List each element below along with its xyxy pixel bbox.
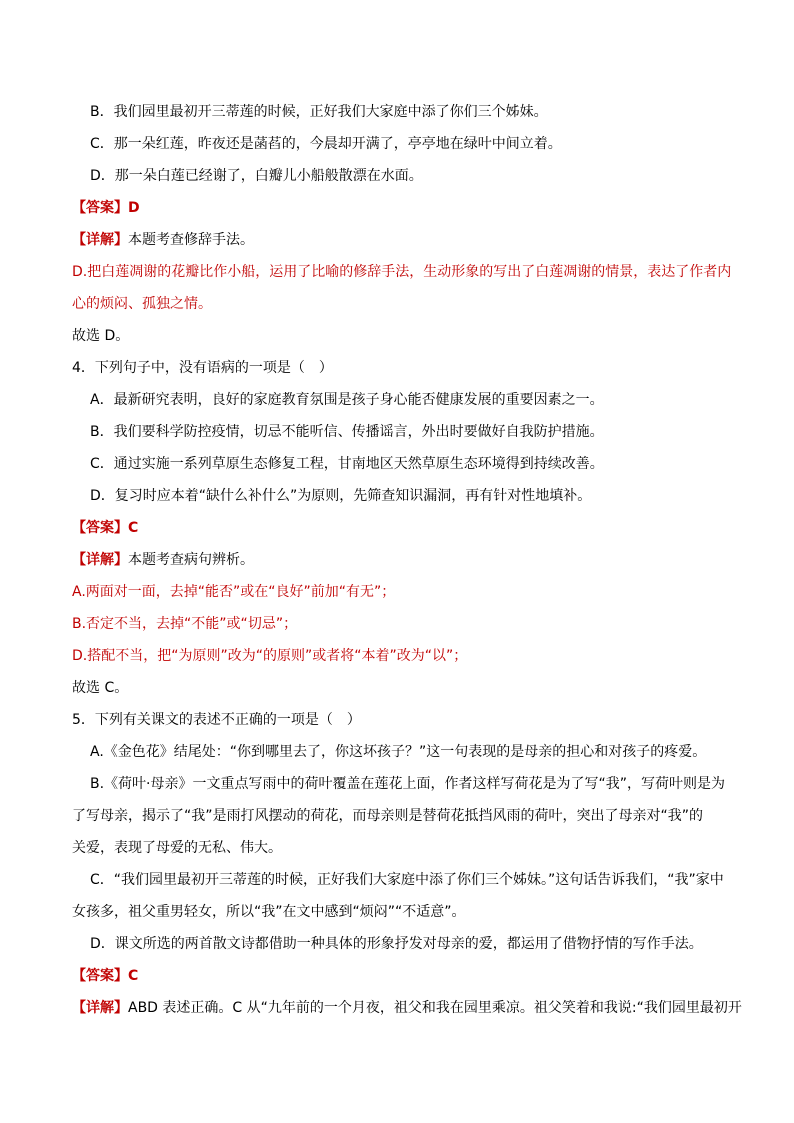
q4-conclusion: 故选 C。 <box>72 680 129 696</box>
q4-option-a: A．最新研究表明，良好的家庭教育氛围是孩子身心能否健康发展的重要因素之一。 <box>90 392 604 408</box>
detail-text: ABD 表述正确。C 从“九年前的一个月夜，祖父和我在园里乘凉。祖父笑着和我说:“我们园里最初开 <box>128 1000 742 1016</box>
q5-detail <box>72 998 742 1018</box>
q5-option-c-line-1: C．“我们园里最初开三蒂莲的时候，正好我们大家庭中添了你们三个姊妹。”这句话告诉我们，“我”家中 <box>90 872 724 888</box>
q3-conclusion: 故选 D。 <box>72 328 130 344</box>
q3-answer <box>72 198 140 218</box>
q4-option-b: B．我们要科学防控疫情，切忌不能听信、传播谣言，外出时要做好自我防护措施。 <box>90 424 604 440</box>
answer-value: C <box>128 968 139 984</box>
q5-option-b-line-3: 关爱，表现了母爱的无私、伟大。 <box>72 840 282 856</box>
q3-option-d: D．那一朵白莲已经谢了，白瓣儿小船般散漂在水面。 <box>90 168 423 184</box>
answer-value: C <box>128 520 139 536</box>
answer-label: 【答案】 <box>72 968 128 984</box>
q5-option-b-line-1: B.《荷叶·母亲》一文重点写雨中的荷叶覆盖在莲花上面，作者这样写荷花是为了写“我”，写荷叶则是为 <box>90 776 726 792</box>
q5-option-b-line-2: 了写母亲，揭示了“我”是雨打风摆动的荷花，而母亲则是替荷花抵挡风雨的荷叶，突出了母亲对“我”的 <box>72 808 704 824</box>
answer-label: 【答案】 <box>72 200 128 216</box>
q4-explain-d: D.搭配不当，把“为原则”改为“的原则”或者将“本着”改为“以”； <box>72 648 468 664</box>
q5-option-a: A.《金色花》结尾处：“你到哪里去了，你这坏孩子？”这一句表现的是母亲的担心和对孩子的疼爱。 <box>90 744 707 760</box>
q4-stem: 4．下列句子中，没有语病的一项是（ ） <box>72 360 333 376</box>
detail-label: 【详解】 <box>72 232 128 248</box>
q3-explain-line-1: D.把白莲凋谢的花瓣比作小船，运用了比喻的修辞手法，生动形象的写出了白莲凋谢的情景，表达了作者内 <box>72 264 732 280</box>
q4-option-d: D．复习时应本着“缺什么补什么”为原则，先筛查知识漏洞，再有针对性地填补。 <box>90 488 592 504</box>
detail-label: 【详解】 <box>72 552 128 568</box>
answer-label: 【答案】 <box>72 520 128 536</box>
detail-text: 本题考查病句辨析。 <box>128 552 254 568</box>
q4-option-c: C．通过实施一系列草原生态修复工程，甘南地区天然草原生态环境得到持续改善。 <box>90 456 604 472</box>
q4-explain-a: A.两面对一面，去掉“能否”或在“良好”前加“有无”； <box>72 584 396 600</box>
q4-answer <box>72 518 138 538</box>
q3-detail <box>72 230 254 250</box>
q3-option-c: C．那一朵红莲，昨夜还是菡萏的，今晨却开满了，亭亭地在绿叶中间立着。 <box>90 136 562 152</box>
answer-value: D <box>128 200 140 216</box>
q5-answer <box>72 966 138 986</box>
q4-explain-b: B.否定不当，去掉“不能”或“切忌”； <box>72 616 298 632</box>
detail-text: 本题考查修辞手法。 <box>128 232 254 248</box>
q5-option-d: D．课文所选的两首散文诗都借助一种具体的形象抒发对母亲的爱，都运用了借物抒情的写作手法。 <box>90 936 703 952</box>
q5-stem: 5．下列有关课文的表述不正确的一项是（ ） <box>72 712 361 728</box>
q3-explain-line-2: 心的烦闷、孤独之情。 <box>72 296 212 312</box>
detail-label: 【详解】 <box>72 1000 128 1016</box>
q5-option-c-line-2: 女孩多，祖父重男轻女，所以“我”在文中感到“烦闷”“不适意”。 <box>72 904 466 920</box>
q4-detail <box>72 550 254 570</box>
q3-option-b: B．我们园里最初开三蒂莲的时候，正好我们大家庭中添了你们三个姊妹。 <box>90 104 548 120</box>
